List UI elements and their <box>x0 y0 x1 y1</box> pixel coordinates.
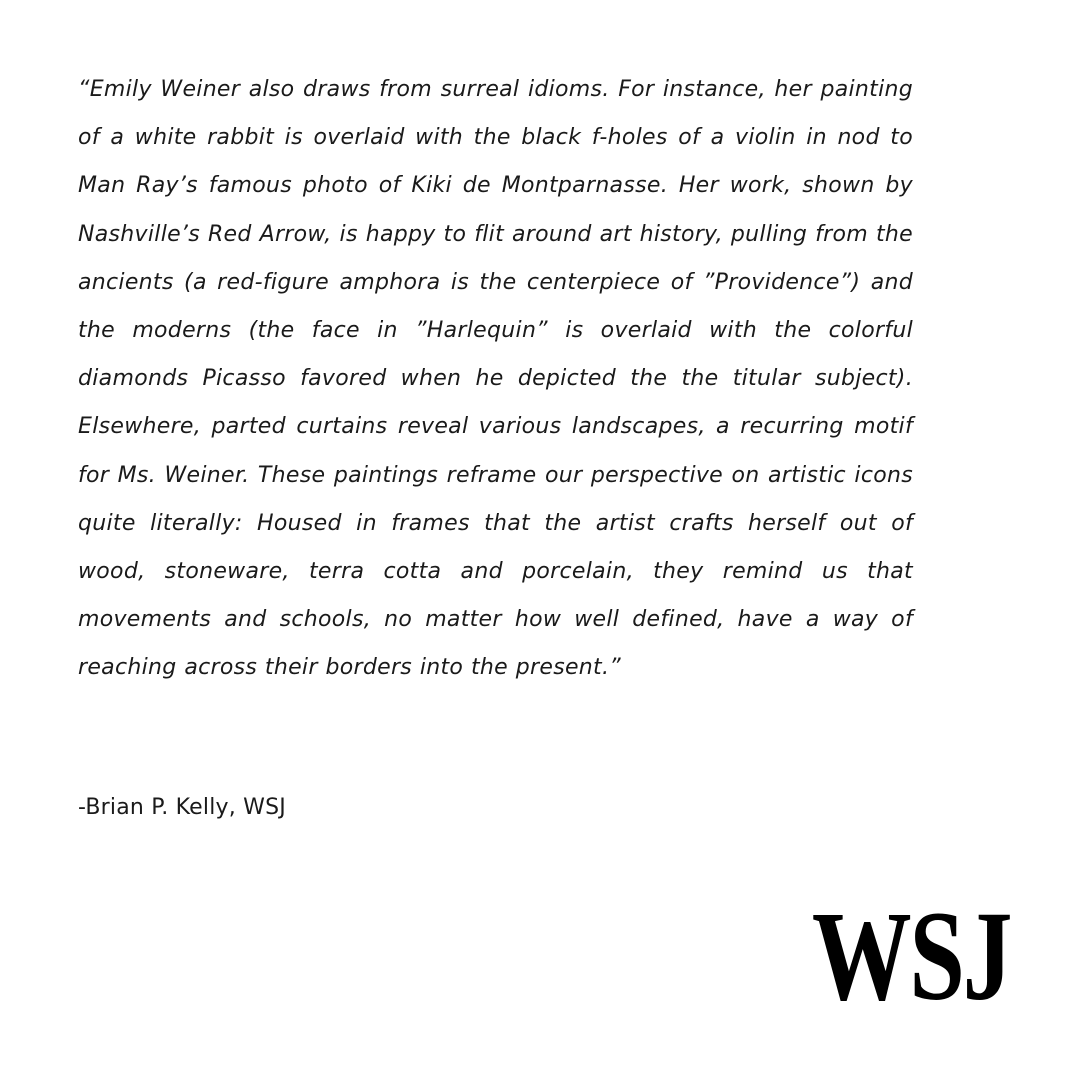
wsj-logo: WSJ <box>811 885 1010 1027</box>
article-quote: “Emily Weiner also draws from surreal idioms. For instance, her painting of a white rabbit is overlaid with the black f-holes of a violin in nod to Man Ray’s famous photo of Kiki de Montparnasse. Her work, shown by Nashville’s Red Arrow, is happy to flit around art history, pulling from the ancients (a red-figure amphora is the centerpiece of ”Providence”) and the moderns (the face in ”Harlequin” is overlaid with the colorful diamonds Picasso favored when he depicted the the titular subject). Elsewhere, parted curtains reveal various landscapes, a recurring motif for Ms. Weiner. These paintings reframe our perspective on artistic icons quite literally: Housed in frames that the artist crafts herself out of wood, stoneware, terra cotta and porcelain, they remind us that movements and schools, no matter how well defined, have a way of reaching across their borders into the present.” <box>78 77 913 681</box>
quote-attribution: -Brian P. Kelly, WSJ <box>78 795 286 820</box>
